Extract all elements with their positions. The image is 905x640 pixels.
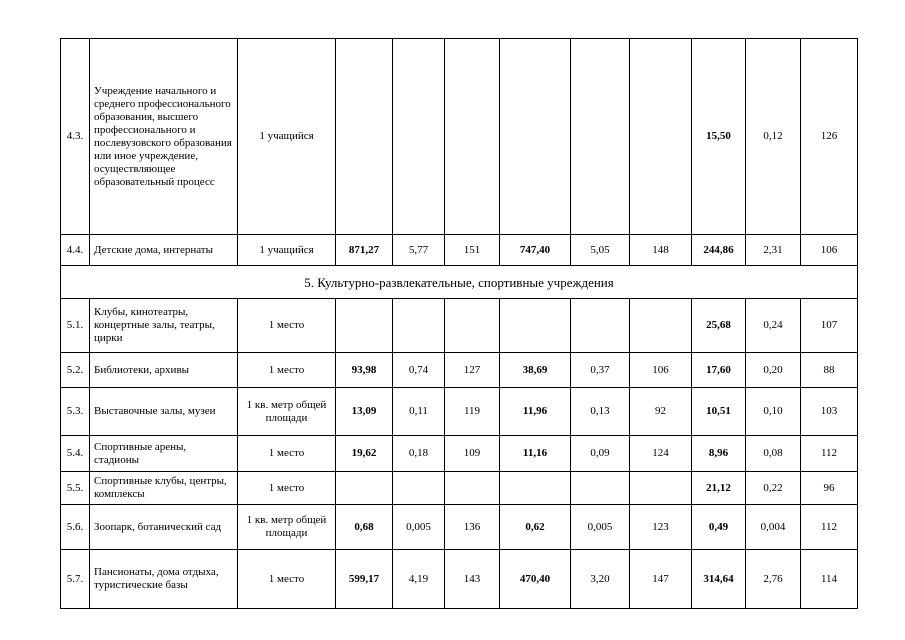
row-unit: 1 место: [238, 472, 336, 505]
table-row: [61, 235, 858, 266]
cell-value-8: 0,24: [746, 299, 801, 353]
row-number: 5.1.: [61, 299, 90, 353]
cell-value-9: 106: [801, 235, 858, 266]
cell-value-1: 871,27: [336, 235, 393, 266]
cell-value-3: 127: [445, 353, 500, 388]
cell-value-6: [630, 299, 692, 353]
table-row: [61, 550, 858, 609]
cell-value-3: [445, 39, 500, 235]
cell-value-7: 25,68: [692, 299, 746, 353]
row-number: 5.6.: [61, 505, 90, 550]
cell-value-5: 0,005: [571, 505, 630, 550]
cell-value-2: 0,18: [393, 436, 445, 472]
row-unit: 1 учащийся: [238, 39, 336, 235]
cell-value-5: 5,05: [571, 235, 630, 266]
table-body-section-header: [61, 266, 858, 299]
cell-value-7: 15,50: [692, 39, 746, 235]
cell-value-1: 19,62: [336, 436, 393, 472]
row-unit: 1 кв. метр общей площади: [238, 388, 336, 436]
norms-table: [60, 38, 858, 609]
cell-value-8: 0,22: [746, 472, 801, 505]
cell-value-4: [500, 299, 571, 353]
cell-value-2: [393, 472, 445, 505]
cell-value-7: 21,12: [692, 472, 746, 505]
cell-value-8: 0,12: [746, 39, 801, 235]
cell-value-5: 0,37: [571, 353, 630, 388]
table-row: [61, 39, 858, 235]
cell-value-8: 2,76: [746, 550, 801, 609]
cell-value-4: 747,40: [500, 235, 571, 266]
row-name: Выставочные залы, музеи: [90, 388, 238, 436]
cell-value-1: 13,09: [336, 388, 393, 436]
cell-value-3: 143: [445, 550, 500, 609]
cell-value-1: [336, 39, 393, 235]
cell-value-2: 4,19: [393, 550, 445, 609]
cell-value-6: 124: [630, 436, 692, 472]
cell-value-8: 0,004: [746, 505, 801, 550]
cell-value-9: 126: [801, 39, 858, 235]
table-body-section5: [61, 299, 858, 609]
cell-value-8: 0,08: [746, 436, 801, 472]
cell-value-4: 38,69: [500, 353, 571, 388]
cell-value-5: [571, 472, 630, 505]
cell-value-6: 106: [630, 353, 692, 388]
cell-value-7: 17,60: [692, 353, 746, 388]
cell-value-5: 0,09: [571, 436, 630, 472]
table-row: [61, 472, 858, 505]
cell-value-3: [445, 299, 500, 353]
row-name: Спортивные клубы, центры, комплексы: [90, 472, 238, 505]
table-row: [61, 505, 858, 550]
table-row: [61, 353, 858, 388]
cell-value-2: 0,74: [393, 353, 445, 388]
row-name: Зоопарк, ботанический сад: [90, 505, 238, 550]
cell-value-8: 2,31: [746, 235, 801, 266]
cell-value-5: [571, 39, 630, 235]
cell-value-4: 11,16: [500, 436, 571, 472]
cell-value-3: 109: [445, 436, 500, 472]
cell-value-7: 244,86: [692, 235, 746, 266]
row-unit: 1 место: [238, 550, 336, 609]
cell-value-8: 0,20: [746, 353, 801, 388]
cell-value-4: 11,96: [500, 388, 571, 436]
table-row: [61, 388, 858, 436]
row-number: 5.7.: [61, 550, 90, 609]
table-row: [61, 299, 858, 353]
section-5-title: 5. Культурно-развлекательные, спортивные учреждения: [61, 266, 858, 299]
cell-value-9: 114: [801, 550, 858, 609]
cell-value-5: 0,13: [571, 388, 630, 436]
row-name: Пансионаты, дома отдыха, туристические базы: [90, 550, 238, 609]
cell-value-2: 0,11: [393, 388, 445, 436]
row-name: Учреждение начального и среднего профессионального образования, высшего профессионального и послевузовского образования или иное учреждение, осуществляющее образовательный процесс: [90, 39, 238, 235]
cell-value-1: [336, 472, 393, 505]
cell-value-6: 123: [630, 505, 692, 550]
cell-value-7: 10,51: [692, 388, 746, 436]
cell-value-7: 314,64: [692, 550, 746, 609]
row-name: Клубы, кинотеатры, концертные залы, театры, цирки: [90, 299, 238, 353]
cell-value-6: [630, 39, 692, 235]
cell-value-9: 96: [801, 472, 858, 505]
cell-value-3: 151: [445, 235, 500, 266]
cell-value-2: 0,005: [393, 505, 445, 550]
cell-value-3: 136: [445, 505, 500, 550]
cell-value-7: 0,49: [692, 505, 746, 550]
row-unit: 1 место: [238, 299, 336, 353]
cell-value-6: 92: [630, 388, 692, 436]
cell-value-1: 0,68: [336, 505, 393, 550]
cell-value-9: 112: [801, 505, 858, 550]
cell-value-6: [630, 472, 692, 505]
cell-value-5: [571, 299, 630, 353]
cell-value-9: 107: [801, 299, 858, 353]
row-number: 5.3.: [61, 388, 90, 436]
row-name: Библиотеки, архивы: [90, 353, 238, 388]
cell-value-8: 0,10: [746, 388, 801, 436]
row-number: 5.5.: [61, 472, 90, 505]
cell-value-3: [445, 472, 500, 505]
cell-value-3: 119: [445, 388, 500, 436]
row-unit: 1 место: [238, 436, 336, 472]
cell-value-9: 112: [801, 436, 858, 472]
cell-value-9: 103: [801, 388, 858, 436]
cell-value-6: 148: [630, 235, 692, 266]
row-name: Детские дома, интернаты: [90, 235, 238, 266]
cell-value-7: 8,96: [692, 436, 746, 472]
cell-value-2: [393, 299, 445, 353]
cell-value-4: [500, 472, 571, 505]
cell-value-1: 599,17: [336, 550, 393, 609]
row-unit: 1 место: [238, 353, 336, 388]
cell-value-1: 93,98: [336, 353, 393, 388]
cell-value-4: [500, 39, 571, 235]
row-name: Спортивные арены, стадионы: [90, 436, 238, 472]
cell-value-4: 470,40: [500, 550, 571, 609]
section-header-row: [61, 266, 858, 299]
row-unit: 1 кв. метр общей площади: [238, 505, 336, 550]
row-unit: 1 учащийся: [238, 235, 336, 266]
cell-value-9: 88: [801, 353, 858, 388]
cell-value-4: 0,62: [500, 505, 571, 550]
cell-value-2: [393, 39, 445, 235]
row-number: 4.4.: [61, 235, 90, 266]
table-row: [61, 436, 858, 472]
row-number: 5.4.: [61, 436, 90, 472]
cell-value-1: [336, 299, 393, 353]
row-number: 5.2.: [61, 353, 90, 388]
table-body-section4: [61, 39, 858, 266]
cell-value-5: 3,20: [571, 550, 630, 609]
row-number: 4.3.: [61, 39, 90, 235]
cell-value-6: 147: [630, 550, 692, 609]
cell-value-2: 5,77: [393, 235, 445, 266]
